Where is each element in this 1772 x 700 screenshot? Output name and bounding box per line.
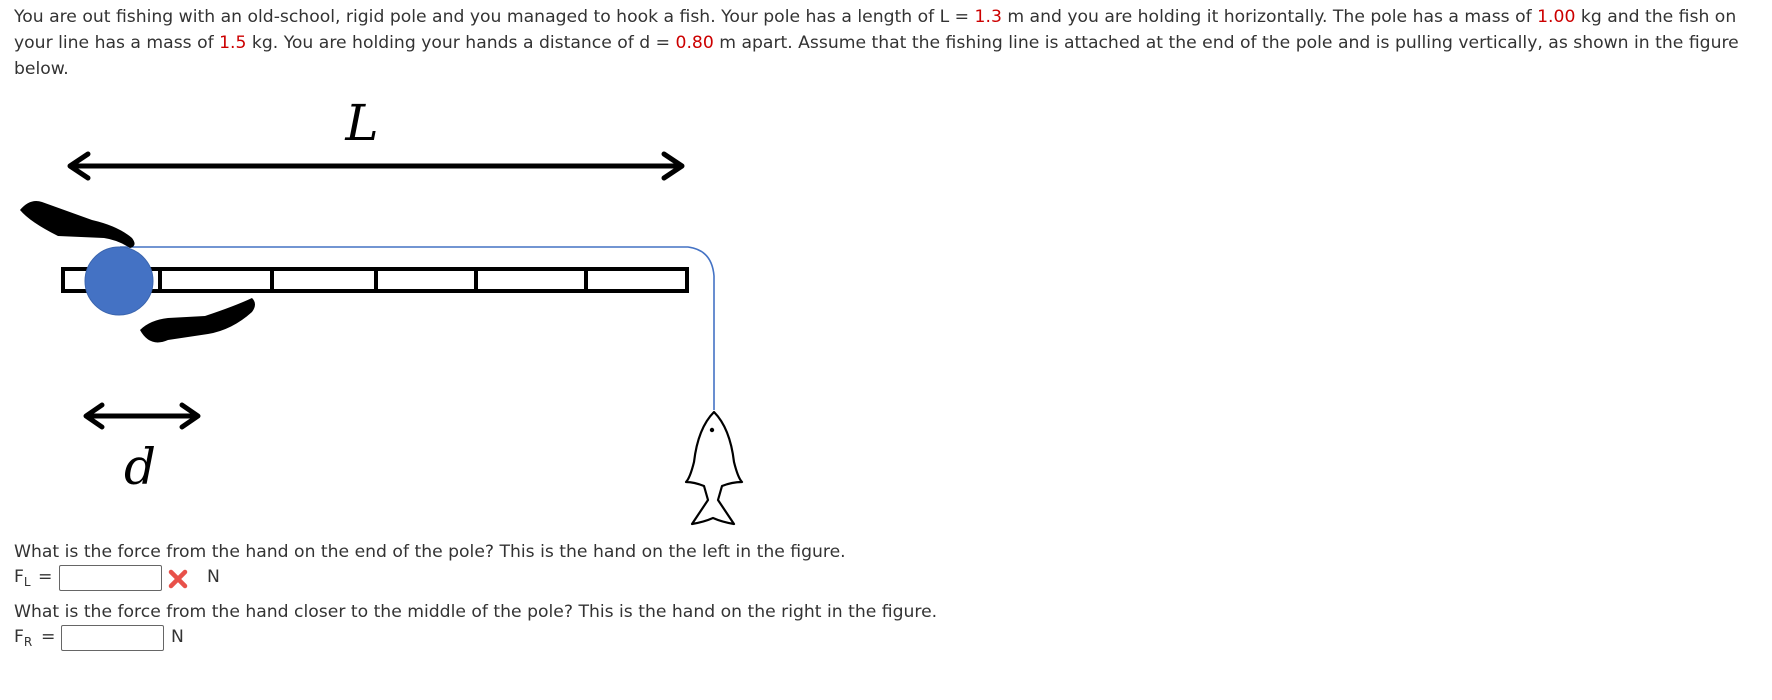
- problem-text-3: kg and the fish on your line has a mass of: [14, 7, 1737, 53]
- fl-answer-input[interactable]: [59, 565, 162, 591]
- fishing-pole: [63, 268, 687, 292]
- fl-var: F: [14, 567, 24, 587]
- problem-text-4: kg. You are holding your hands a distance of d =: [246, 33, 676, 53]
- length-arrow: [70, 154, 682, 178]
- fr-unit: N: [171, 627, 184, 647]
- fish-mass-value: 1.5: [219, 33, 247, 53]
- length-value: 1.3: [974, 7, 1002, 27]
- left-hand-icon: [20, 201, 135, 248]
- fl-unit: N: [207, 567, 220, 587]
- fishing-pole-figure: [0, 0, 760, 540]
- problem-text-5: m apart. Assume that the fishing line is attached at the end of the pole and is pulling vertically, as shown in the figure below.: [14, 33, 1739, 79]
- fr-var: F: [14, 627, 24, 647]
- question-1-text: What is the force from the hand on the end of the pole? This is the hand on the left in the figure.: [14, 542, 846, 562]
- distance-arrow: [86, 405, 198, 427]
- hand-distance-value: 0.80: [675, 33, 714, 53]
- incorrect-x-icon: [167, 568, 189, 590]
- reel-circle: [85, 247, 153, 315]
- length-label: L: [345, 94, 379, 152]
- problem-text-1: You are out fishing with an old-school, rigid pole and you managed to hook a fish. Your pole has a length of L =: [14, 7, 975, 27]
- fl-variable-label: [14, 567, 31, 589]
- problem-text-2: m and you are holding it horizontally. The pole has a mass of: [1001, 7, 1538, 27]
- fr-variable-label: [14, 627, 32, 649]
- fl-subscript: L: [23, 575, 31, 589]
- fr-answer-input[interactable]: [61, 625, 164, 651]
- right-hand-icon: [140, 298, 255, 342]
- fr-subscript: R: [23, 635, 33, 649]
- question-2-text: What is the force from the hand closer to the middle of the pole? This is the hand on the right in the figure.: [14, 602, 938, 622]
- fr-equals: =: [41, 627, 56, 647]
- fl-equals: =: [38, 567, 53, 587]
- distance-label: d: [123, 438, 157, 496]
- pole-mass-value: 1.00: [1537, 7, 1576, 27]
- fish-icon: [686, 412, 742, 524]
